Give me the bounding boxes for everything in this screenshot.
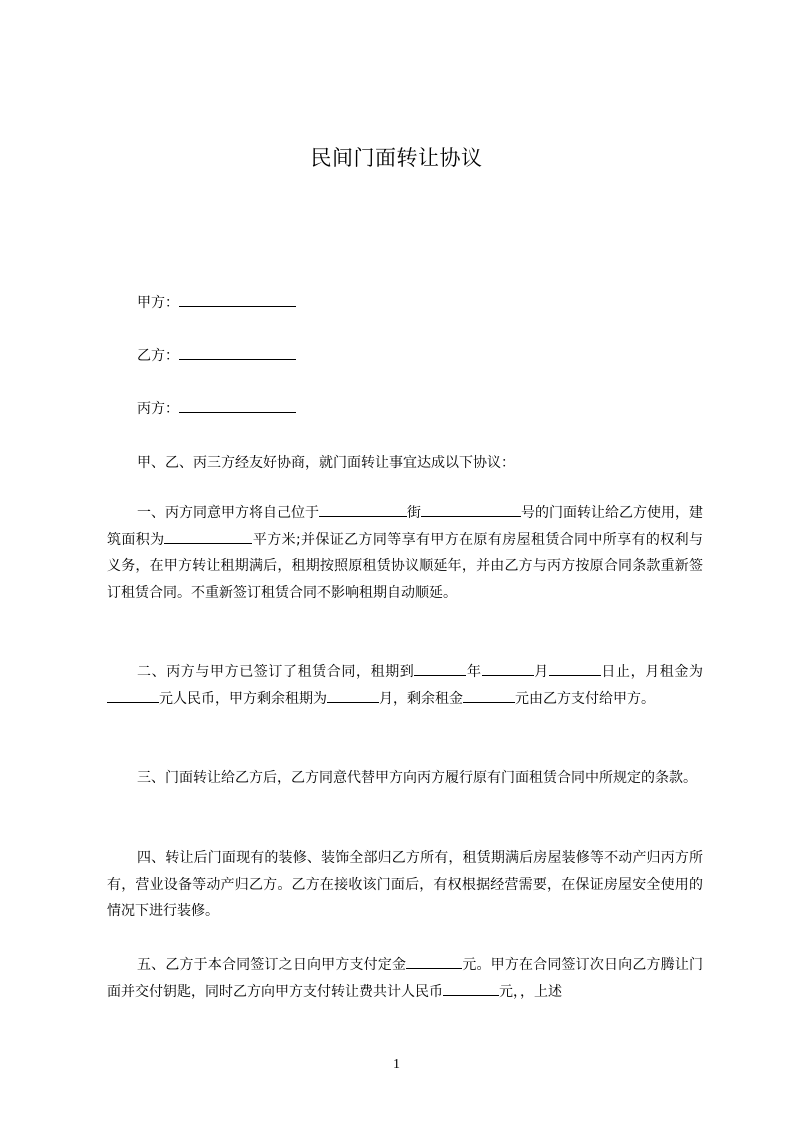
blank-location (319, 502, 407, 517)
clause-1-part-4: 平方米;并保证乙方同等享有甲方在原有房屋租赁合同中所享有的权利与义务，在甲方转让租期满后，租期按照原租赁协议顺延年，并由乙方与丙方按原合同条款重新签订租赁合同。不重新签订租赁合同不影响租期自动顺延。 (107, 531, 704, 601)
clause-1-part-3: 号的门面转让给乙方使用，建筑面积为 (107, 505, 703, 548)
party-a-label: 甲方： (137, 295, 179, 311)
clause-2 (107, 659, 703, 712)
party-c-label: 丙方： (137, 401, 179, 417)
blank-remaining-rent (463, 688, 515, 703)
page-number: 1 (393, 1057, 400, 1072)
clause-2-part-5: 元人民币，甲方剩余租期为 (159, 690, 327, 707)
blank-day (549, 661, 601, 676)
clause-5 (107, 952, 703, 1005)
party-a-blank (179, 294, 296, 307)
clause-1 (107, 500, 703, 606)
clause-2-part-7: 元由乙方支付给甲方。 (515, 690, 655, 707)
party-b-label: 乙方： (137, 348, 179, 364)
clause-4: 四、转让后门面现有的装修、装饰全部归乙方所有，租赁期满后房屋装修等不动产归丙方所有，营业设备等动产归乙方。乙方在接收该门面后，有权根据经营需要，在保证房屋安全使用的情况下进行装修。 (107, 850, 703, 919)
blank-deposit (406, 954, 462, 969)
clause-2-part-3: 月 (533, 664, 549, 680)
clause-2-part-1: 二、丙方与甲方已签订了租赁合同，租期到 (137, 664, 415, 680)
party-a-line (137, 292, 296, 312)
document-title: 民间门面转让协议 (310, 146, 483, 170)
blank-transfer-fee (443, 981, 499, 996)
party-c-line (137, 398, 296, 418)
blank-year (414, 661, 466, 676)
blank-area (164, 529, 252, 544)
blank-monthly-rent (107, 688, 159, 703)
party-b-blank (179, 347, 296, 360)
clause-1-part-2: 街 (407, 505, 421, 521)
intro-paragraph: 甲、乙、丙三方经友好协商，就门面转让事宜达成以下协议： (137, 455, 515, 471)
clause-3: 三、门面转让给乙方后，乙方同意代替甲方向丙方履行原有门面租赁合同中所规定的条款。 (137, 770, 697, 786)
clause-1-part-1: 一、丙方同意甲方将自己位于 (137, 505, 319, 521)
party-c-blank (179, 400, 296, 413)
blank-street (421, 502, 521, 517)
clause-2-part-2: 年 (466, 664, 482, 680)
clause-2-part-6: 月，剩余租金 (379, 690, 463, 707)
clause-5-part-2: 元。甲方在合同签订次日向乙方腾让门面并交付钥匙，同时乙方向甲方支付转让费共计人民币 (107, 957, 704, 1000)
party-b-line (137, 345, 296, 365)
blank-remaining-term (327, 688, 379, 703)
blank-month (482, 661, 534, 676)
clause-5-part-3: 元，，上述 (499, 983, 562, 1000)
clause-5-part-1: 五、乙方于本合同签订之日向甲方支付定金 (137, 957, 407, 973)
clause-2-part-4: 日止，月租金为 (600, 664, 704, 680)
